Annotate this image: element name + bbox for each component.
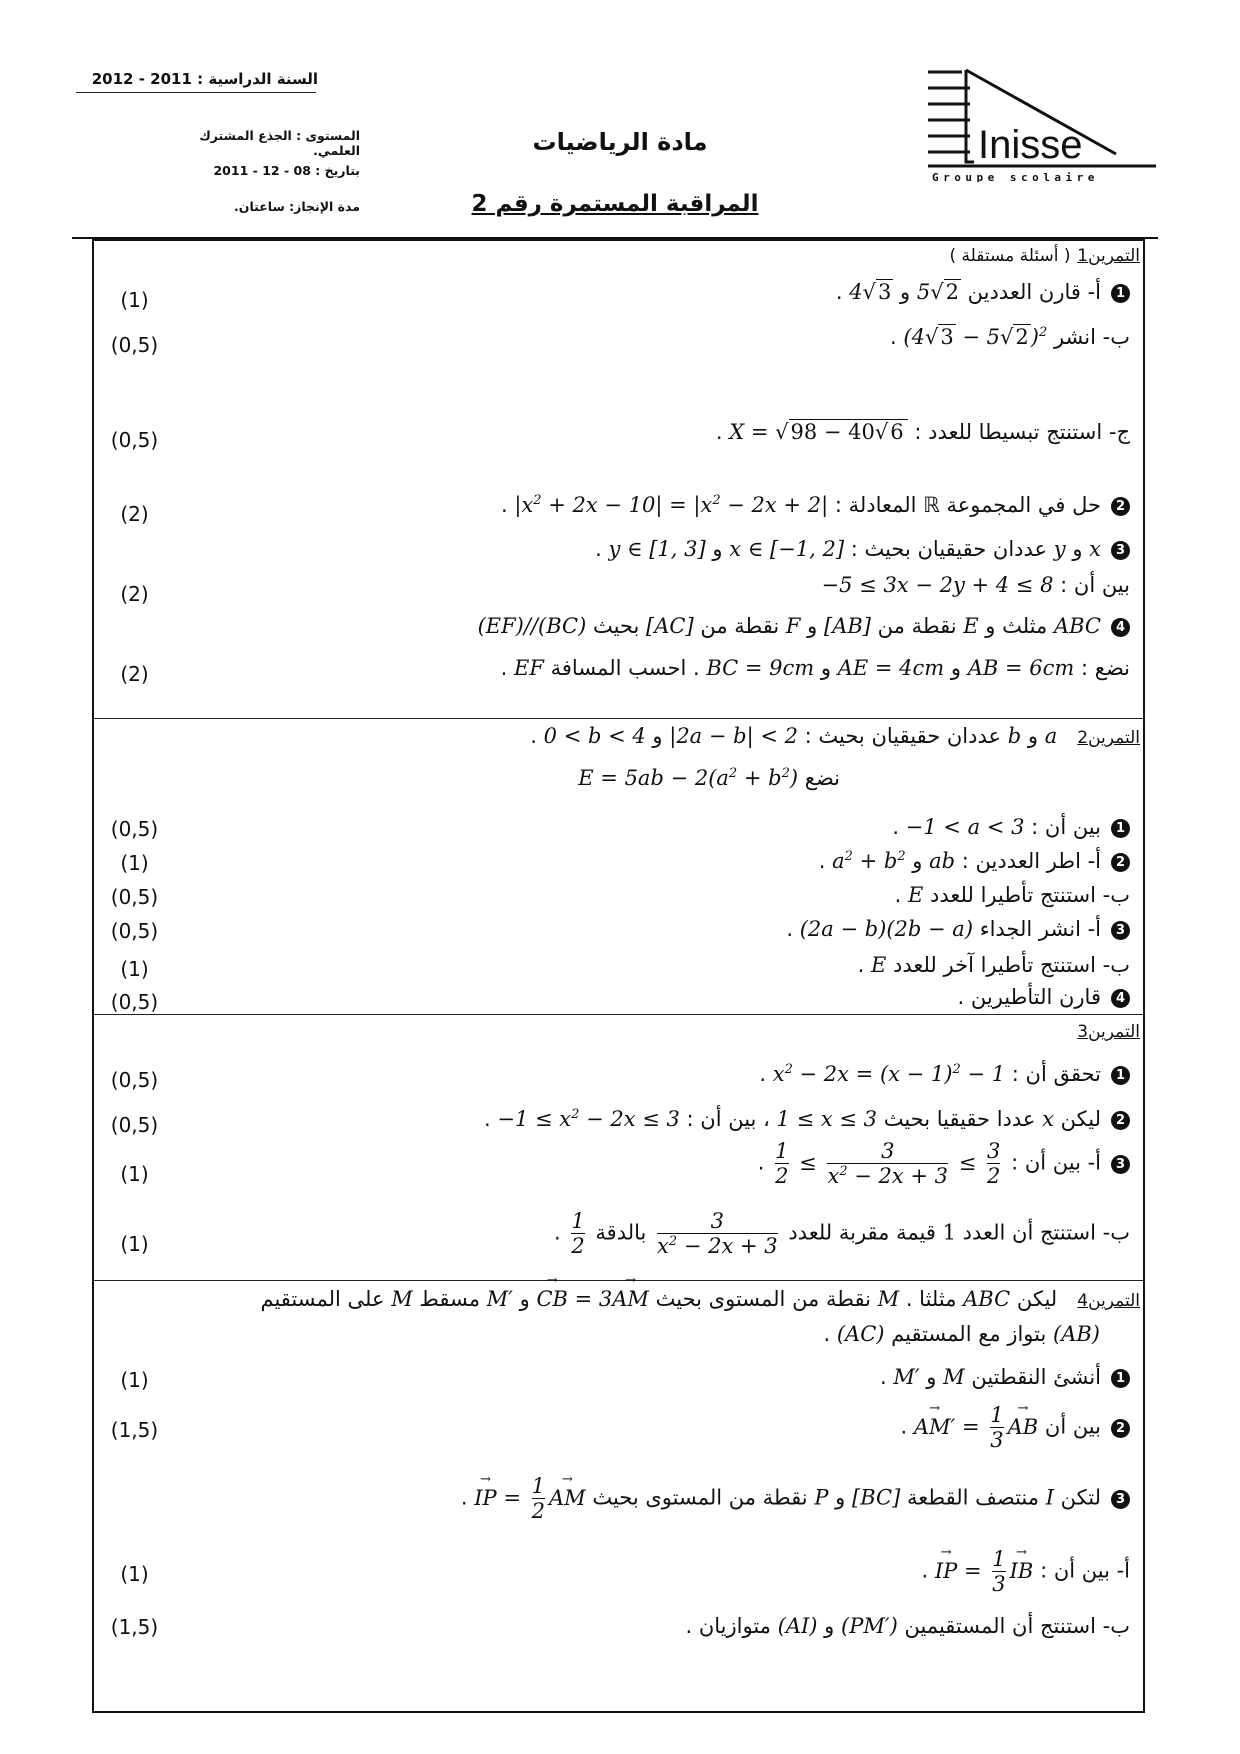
school-logo	[926, 62, 1156, 182]
number-2-icon: 2	[1111, 853, 1130, 872]
ex3-score-2: (0,5)	[110, 1113, 159, 1137]
number-2-icon: 2	[1111, 497, 1130, 516]
ex4-q1: 1أنشئ النقطتين M و M′ .	[880, 1365, 1130, 1389]
ex3-q1: 1تحقق أن : $x^2 - 2x = (x - 1)^2 - 1$ .	[759, 1062, 1130, 1086]
ex3-score-4: (1)	[120, 1232, 149, 1256]
ex1-q1b: ب- انشر $(4√3 - 5√2)^2$ .	[890, 325, 1130, 349]
number-3-icon: 3	[1111, 541, 1130, 560]
ex1-title: التمرين1	[1077, 246, 1140, 266]
exam-duration: مدة الإنجاز: ساعتان.	[234, 199, 360, 214]
ex2-score-5: (1)	[120, 957, 149, 981]
ex4-q3a: أ- بين أن : → IP = $\frac{1}{3}$ → IB .	[922, 1548, 1130, 1596]
number-1-icon: 1	[1111, 1369, 1130, 1388]
ex4-score-3: (1)	[120, 1562, 149, 1586]
ex2-score-4: (0,5)	[110, 919, 159, 943]
subject-title: مادة الرياضيات	[532, 128, 708, 156]
ex4-q2: 2بين أن → AM′ = $\frac{1}{3}$ → AB .	[900, 1404, 1130, 1452]
ex3-q3b: ب- استنتج أن العدد 1 قيمة مقربة للعدد $\frac{3}{x^2 - 2x + 3}$ بالدقة $\frac{1}{2}$ .	[553, 1209, 1130, 1259]
number-4-icon: 4	[1111, 618, 1130, 637]
number-1-icon: 1	[1111, 1066, 1130, 1085]
ex1-q2: 2حل في المجموعة ℝ المعادلة : $|x^2 + 2x - 10| = |x^2 - 2x + 2|$ .	[501, 493, 1130, 517]
ex2-score-2: (1)	[120, 851, 149, 875]
ex3-title: التمرين3	[1077, 1022, 1140, 1042]
ex1-score-4: (2)	[120, 502, 149, 526]
ex2-q2b: ب- استنتج تأطيرا للعدد E .	[894, 883, 1130, 907]
number-4-icon: 4	[1111, 989, 1130, 1008]
separator-ex1-ex2	[92, 718, 1145, 719]
number-3-icon: 3	[1111, 921, 1130, 940]
number-3-icon: 3	[1111, 1155, 1130, 1174]
number-2-icon: 2	[1111, 1111, 1130, 1130]
ex4-q3: 3لتكن I منتصف القطعة [BC] و P نقطة من المستوى بحيث → IP = $\frac{1}{2}$ → AM .	[461, 1475, 1130, 1523]
ex1-score-1: (1)	[120, 288, 149, 312]
ex1-score-2: (0,5)	[110, 333, 159, 357]
ex4-score-2: (1,5)	[110, 1418, 159, 1442]
school-year-underline	[76, 92, 316, 93]
level-label: المستوى : الجذع المشترك العلمي.	[199, 128, 360, 158]
ex4-score-4: (1,5)	[110, 1615, 159, 1639]
ex4-intro-2: (AB) بتواز مع المستقيم (AC) .	[823, 1322, 1100, 1346]
separator-ex2-ex3	[92, 1014, 1145, 1015]
ex2-q4: 4قارن التأطيرين .	[958, 985, 1130, 1009]
ex1-score-6: (2)	[120, 662, 149, 686]
number-3-icon: 3	[1111, 1490, 1130, 1509]
ex2-score-6: (0,5)	[110, 990, 159, 1014]
number-1-icon: 1	[1111, 819, 1130, 838]
ex2-score-3: (0,5)	[110, 885, 159, 909]
exam-date: بتاريخ : 08 - 12 - 2011	[213, 163, 360, 178]
exam-title: المراقبة المستمرة رقم 2	[471, 191, 759, 217]
ex1-heading	[950, 242, 1141, 266]
ex4-score-1: (1)	[120, 1368, 149, 1392]
school-year: السنة الدراسية : 2011 - 2012	[91, 70, 318, 88]
ex2-q3a: 3أ- انشر الجداء (2a − b)(2b − a) .	[786, 917, 1130, 941]
ex2-title: التمرين2	[1077, 728, 1140, 748]
logo-tagline: Groupe scolaire	[932, 171, 1099, 182]
ex3-heading	[1077, 1018, 1140, 1042]
ex3-q2: 2ليكن x عددا حقيقيا بحيث 1 ≤ x ≤ 3 ، بين أن : $-1 \le x^2 - 2x \le 3$ .	[484, 1107, 1130, 1131]
ex1-q4: 4ABC مثلث و E نقطة من [AB] و F نقطة من [AC] بحيث (EF)//(BC)	[478, 614, 1130, 638]
ex1-score-5: (2)	[120, 582, 149, 606]
ex2-intro: التمرين2 a و b عددان حقيقيان بحيث : |2a − b| < 2 و 0 < b < 4 .	[530, 724, 1140, 748]
ex1-score-3: (0,5)	[110, 428, 159, 452]
ex1-q1a: 1أ- قارن العددين 5√2 و 4√3 .	[836, 280, 1130, 304]
ex1-q3-show: بين أن : −5 ≤ 3x − 2y + 4 ≤ 8	[821, 573, 1130, 597]
ex2-put: نضع $E = 5ab - 2(a^2 + b^2)$	[578, 766, 840, 790]
ex4-intro: التمرين4 ليكن ABC مثلثا . M نقطة من المستوى بحيث → CB = 3→ AM و M′ مسقط M على المستقيم	[260, 1287, 1140, 1311]
logo-wordmark: Inisse	[978, 123, 1083, 167]
ex1-q4-put: نضع : AB = 6cm و AE = 4cm و BC = 9cm . احسب المسافة EF .	[500, 656, 1130, 680]
number-1-icon: 1	[1111, 284, 1130, 303]
ex2-q1: 1بين أن : −1 < a < 3 .	[892, 815, 1130, 839]
ex4-title: التمرين4	[1077, 1291, 1140, 1311]
ex4-q3b: ب- استنتج أن المستقيمين (PM′) و (AI) متوازيان .	[685, 1614, 1130, 1638]
ex2-score-1: (0,5)	[110, 817, 159, 841]
number-2-icon: 2	[1111, 1419, 1130, 1438]
ex2-q3b: ب- استنتج تأطيرا آخر للعدد E .	[857, 953, 1130, 977]
ex3-score-3: (1)	[120, 1162, 149, 1186]
ex1-subtitle: ( أسئلة مستقلة )	[949, 246, 1071, 266]
ex3-q3a: 3أ- بين أن : $\frac{1}{2}$ ≤ $\frac{3}{x^2 - 2x + 3}$ ≤ $\frac{3}{2}$ .	[758, 1140, 1130, 1188]
ex2-q2a: 2أ- اطر العددين : ab و $a^2 + b^2$ .	[819, 849, 1130, 873]
ex3-score-1: (0,5)	[110, 1068, 159, 1092]
ex1-q1c: ج- استنتج تبسيطا للعدد : X = √98 − 40√6 .	[715, 420, 1130, 444]
ex1-q3: 3x و y عددان حقيقيان بحيث : x ∈ [−1, 2] و y ∈ [1, 3] .	[595, 537, 1130, 561]
